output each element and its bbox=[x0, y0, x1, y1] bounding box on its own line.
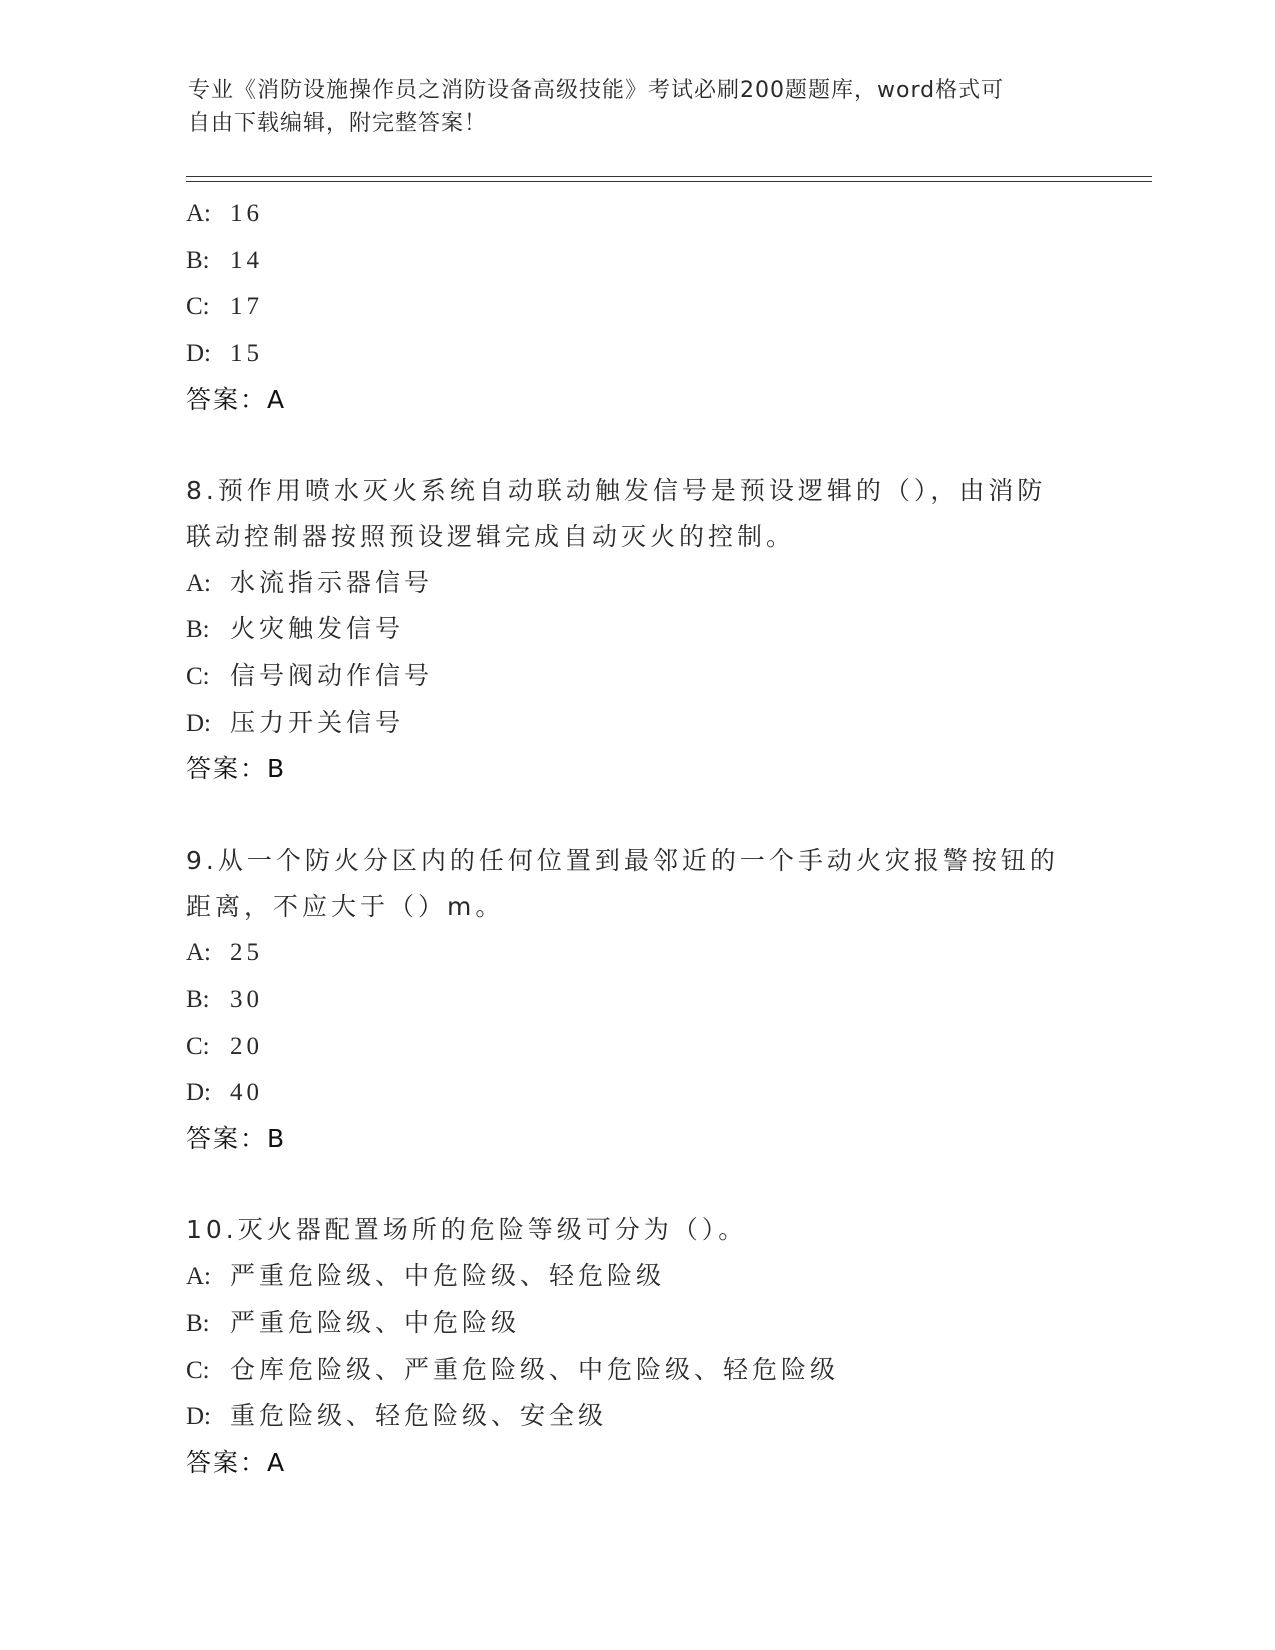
option-letter: D: bbox=[186, 340, 211, 368]
header-line-2: 自由下载编辑，附完整答案！ bbox=[188, 111, 488, 136]
option-letter: B: bbox=[186, 246, 210, 274]
question-stem-line-1: 9.从一个防火分区内的任何位置到最邻近的一个手动火灾报警按钮的 bbox=[186, 845, 1059, 875]
option-b bbox=[186, 1300, 1086, 1347]
option-text: 20 bbox=[230, 1032, 263, 1060]
option-text: 严重危险级、中危险级 bbox=[230, 1307, 521, 1337]
option-letter: D: bbox=[186, 1403, 211, 1431]
option-a bbox=[186, 929, 1086, 976]
question-stem-line-1: 10.灭火器配置场所的危险等级可分为（）。 bbox=[186, 1215, 748, 1245]
option-c bbox=[186, 283, 1086, 330]
option-d bbox=[186, 330, 1086, 377]
answer-line: 答案：A bbox=[186, 384, 287, 414]
option-text: 仓库危险级、严重危险级、中危险级、轻危险级 bbox=[230, 1354, 840, 1384]
option-text: 14 bbox=[230, 246, 263, 274]
option-b bbox=[186, 976, 1086, 1023]
option-letter: D: bbox=[186, 1079, 211, 1107]
option-text: 16 bbox=[230, 200, 263, 227]
option-c bbox=[186, 1023, 1086, 1070]
option-text: 重危险级、轻危险级、安全级 bbox=[230, 1401, 608, 1431]
spacer bbox=[186, 423, 1086, 469]
option-letter: C: bbox=[186, 663, 210, 691]
header-divider-top bbox=[186, 176, 1152, 177]
question-stem-line-2: 联动控制器按照预设逻辑完成自动灭火的控制。 bbox=[186, 521, 796, 551]
answer-line: 答案：B bbox=[186, 1124, 287, 1154]
option-c bbox=[186, 1347, 1086, 1394]
spacer bbox=[186, 792, 1086, 838]
option-letter: D: bbox=[186, 709, 211, 737]
option-text: 15 bbox=[230, 340, 263, 368]
option-b bbox=[186, 237, 1086, 284]
option-letter: C: bbox=[186, 293, 210, 321]
option-letter: A: bbox=[186, 200, 211, 227]
header-line-1: 专业《消防设施操作员之消防设备高级技能》考试必刷200题题库，word格式可 bbox=[188, 78, 1005, 103]
option-text: 25 bbox=[230, 939, 263, 967]
answer-line: 答案：A bbox=[186, 1447, 287, 1477]
option-text: 30 bbox=[230, 985, 263, 1013]
option-text: 17 bbox=[230, 293, 263, 321]
spacer bbox=[186, 1162, 1086, 1208]
option-letter: C: bbox=[186, 1356, 210, 1384]
option-a bbox=[186, 560, 1086, 607]
question-10 bbox=[186, 1207, 1086, 1485]
header-divider-bottom bbox=[186, 181, 1152, 182]
question-list bbox=[186, 190, 1086, 1486]
option-letter: C: bbox=[186, 1032, 210, 1060]
option-text: 40 bbox=[230, 1079, 263, 1107]
option-text: 信号阀动作信号 bbox=[230, 661, 434, 691]
option-text: 压力开关信号 bbox=[230, 707, 405, 737]
option-letter: B: bbox=[186, 1309, 210, 1337]
option-c bbox=[186, 653, 1086, 700]
option-b bbox=[186, 606, 1086, 653]
option-text: 水流指示器信号 bbox=[230, 567, 434, 597]
question-stem-line-1: 8.预作用喷水灭火系统自动联动触发信号是预设逻辑的（），由消防 bbox=[186, 476, 1047, 506]
question-7-tail bbox=[186, 190, 1086, 423]
answer-line: 答案：B bbox=[186, 754, 287, 784]
option-text: 严重危险级、中危险级、轻危险级 bbox=[230, 1261, 666, 1291]
option-letter: B: bbox=[186, 985, 210, 1013]
option-letter: A: bbox=[186, 939, 211, 967]
document-header bbox=[188, 74, 1088, 140]
option-letter: A: bbox=[186, 1263, 211, 1291]
option-text: 火灾触发信号 bbox=[230, 614, 405, 644]
question-stem-line-2: 距离，不应大于（）m。 bbox=[186, 891, 505, 921]
option-a bbox=[186, 190, 1086, 237]
option-d bbox=[186, 1069, 1086, 1116]
option-letter: A: bbox=[186, 569, 211, 597]
question-8 bbox=[186, 468, 1086, 792]
option-letter: B: bbox=[186, 616, 210, 644]
option-d bbox=[186, 700, 1086, 747]
question-9 bbox=[186, 838, 1086, 1162]
option-a bbox=[186, 1253, 1086, 1300]
option-d bbox=[186, 1393, 1086, 1440]
